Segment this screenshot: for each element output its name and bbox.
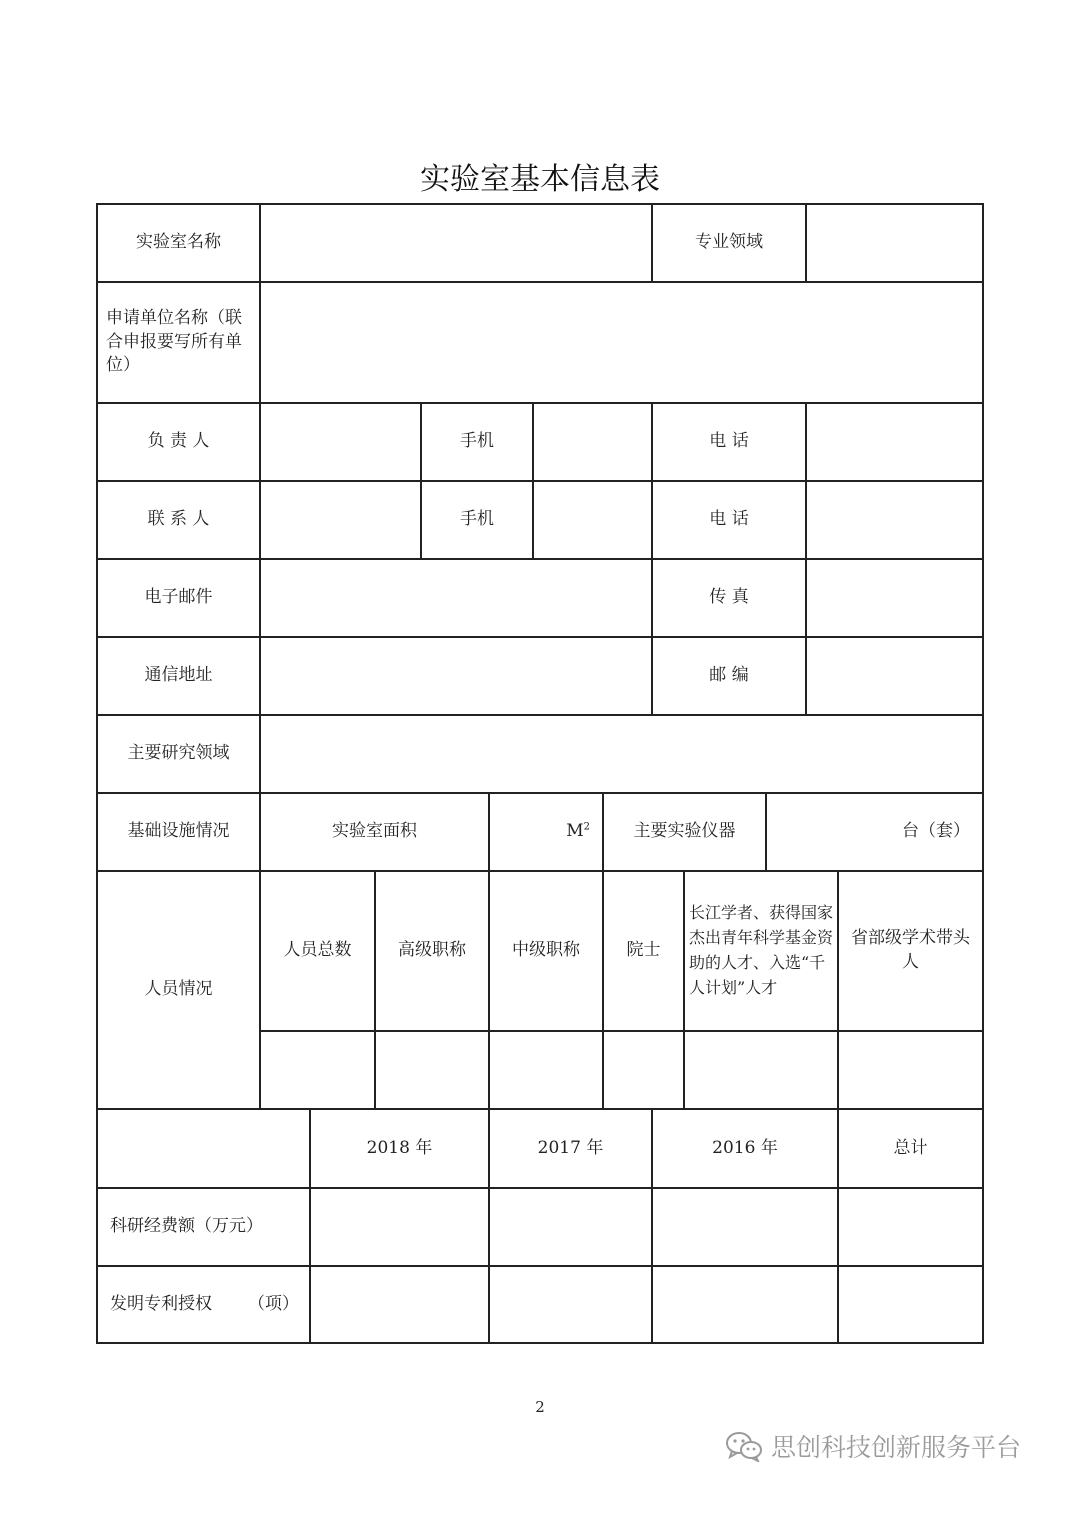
facilities-label: 基础设施情况 [127,821,230,842]
principal-label: 负 责 人 [147,431,210,452]
page-number: 2 [535,1398,545,1416]
email-field[interactable] [261,560,651,636]
year-header-2017: 2017 年 [537,1137,604,1158]
postcode-field[interactable] [807,638,982,714]
personnel-talents-field[interactable] [685,1032,837,1108]
email-label: 电子邮件 [144,587,213,608]
funding-2018-field[interactable] [311,1189,488,1265]
personnel-header-talents: 长江学者、获得国家杰出青年科学基金资助的人才、入选“千人计划”人才 [689,903,834,997]
principal-mobile-label: 手机 [460,431,494,452]
personnel-leaders-field[interactable] [839,1032,982,1108]
personnel-header-senior: 高级职称 [398,940,466,961]
address-field[interactable] [261,638,651,714]
area-field[interactable] [490,794,602,870]
area-unit: $M^2$ [566,821,590,842]
contact-mobile-field[interactable] [534,482,651,558]
year-header-blank [98,1110,309,1187]
research-field[interactable] [261,716,982,792]
watermark [725,1423,1055,1469]
instruments-field[interactable] [767,794,982,870]
patents-total-field[interactable] [839,1267,982,1342]
contact-mobile-label: 手机 [460,509,494,530]
instruments-label: 主要实验仪器 [633,821,736,842]
personnel-header-academician: 院士 [626,940,661,961]
field-label: 专业领域 [695,232,763,253]
area-label: 实验室面积 [332,821,417,842]
field-field[interactable] [807,205,982,281]
principal-phone-field[interactable] [807,404,982,480]
personnel-header-leaders: 省部级学术带头人 [851,928,970,972]
personnel-header-intermediate: 中级职称 [512,940,580,961]
contact-label: 联 系 人 [147,509,210,530]
personnel-academician-field[interactable] [604,1032,683,1108]
year-header-2018: 2018 年 [366,1137,433,1158]
funding-2017-field[interactable] [490,1189,651,1265]
patents-2017-field[interactable] [490,1267,651,1342]
page-title: 实验室基本信息表 [420,162,660,197]
contact-field[interactable] [261,482,420,558]
personnel-label: 人员情况 [144,979,213,1000]
personnel-total-field[interactable] [261,1032,374,1108]
address-label: 通信地址 [144,665,213,686]
patents-2018-field[interactable] [311,1267,488,1342]
lab-name-label: 实验室名称 [136,232,221,253]
funding-2016-field[interactable] [653,1189,837,1265]
contact-phone-field[interactable] [807,482,982,558]
fax-field[interactable] [807,560,982,636]
watermark-text: 思创科技创新服务平台 [771,1433,1022,1462]
patents-unit: （项） [248,1293,299,1314]
year-header-2016: 2016 年 [712,1137,778,1158]
principal-mobile-field[interactable] [534,404,651,480]
principal-field[interactable] [261,404,420,480]
patents-label: 发明专利授权 [110,1293,212,1314]
fax-label: 传 真 [709,587,749,608]
personnel-intermediate-field[interactable] [490,1032,602,1108]
patents-label-cell [98,1267,309,1342]
year-header-total: 总计 [893,1137,928,1158]
principal-phone-label: 电 话 [709,431,749,452]
lab-name-field[interactable] [261,205,651,281]
personnel-header-total: 人员总数 [283,940,352,961]
funding-label: 科研经费额（万元） [110,1216,263,1237]
instruments-unit: 台（套） [902,821,970,842]
personnel-senior-field[interactable] [376,1032,488,1108]
applicant-label: 申请单位名称（联合申报要写所有单位） [106,307,242,376]
wechat-icon [725,1430,763,1462]
applicant-field[interactable] [261,283,982,402]
contact-phone-label: 电 话 [709,509,749,530]
research-label: 主要研究领域 [127,743,230,764]
funding-total-field[interactable] [839,1189,982,1265]
patents-2016-field[interactable] [653,1267,837,1342]
postcode-label: 邮 编 [709,665,749,686]
